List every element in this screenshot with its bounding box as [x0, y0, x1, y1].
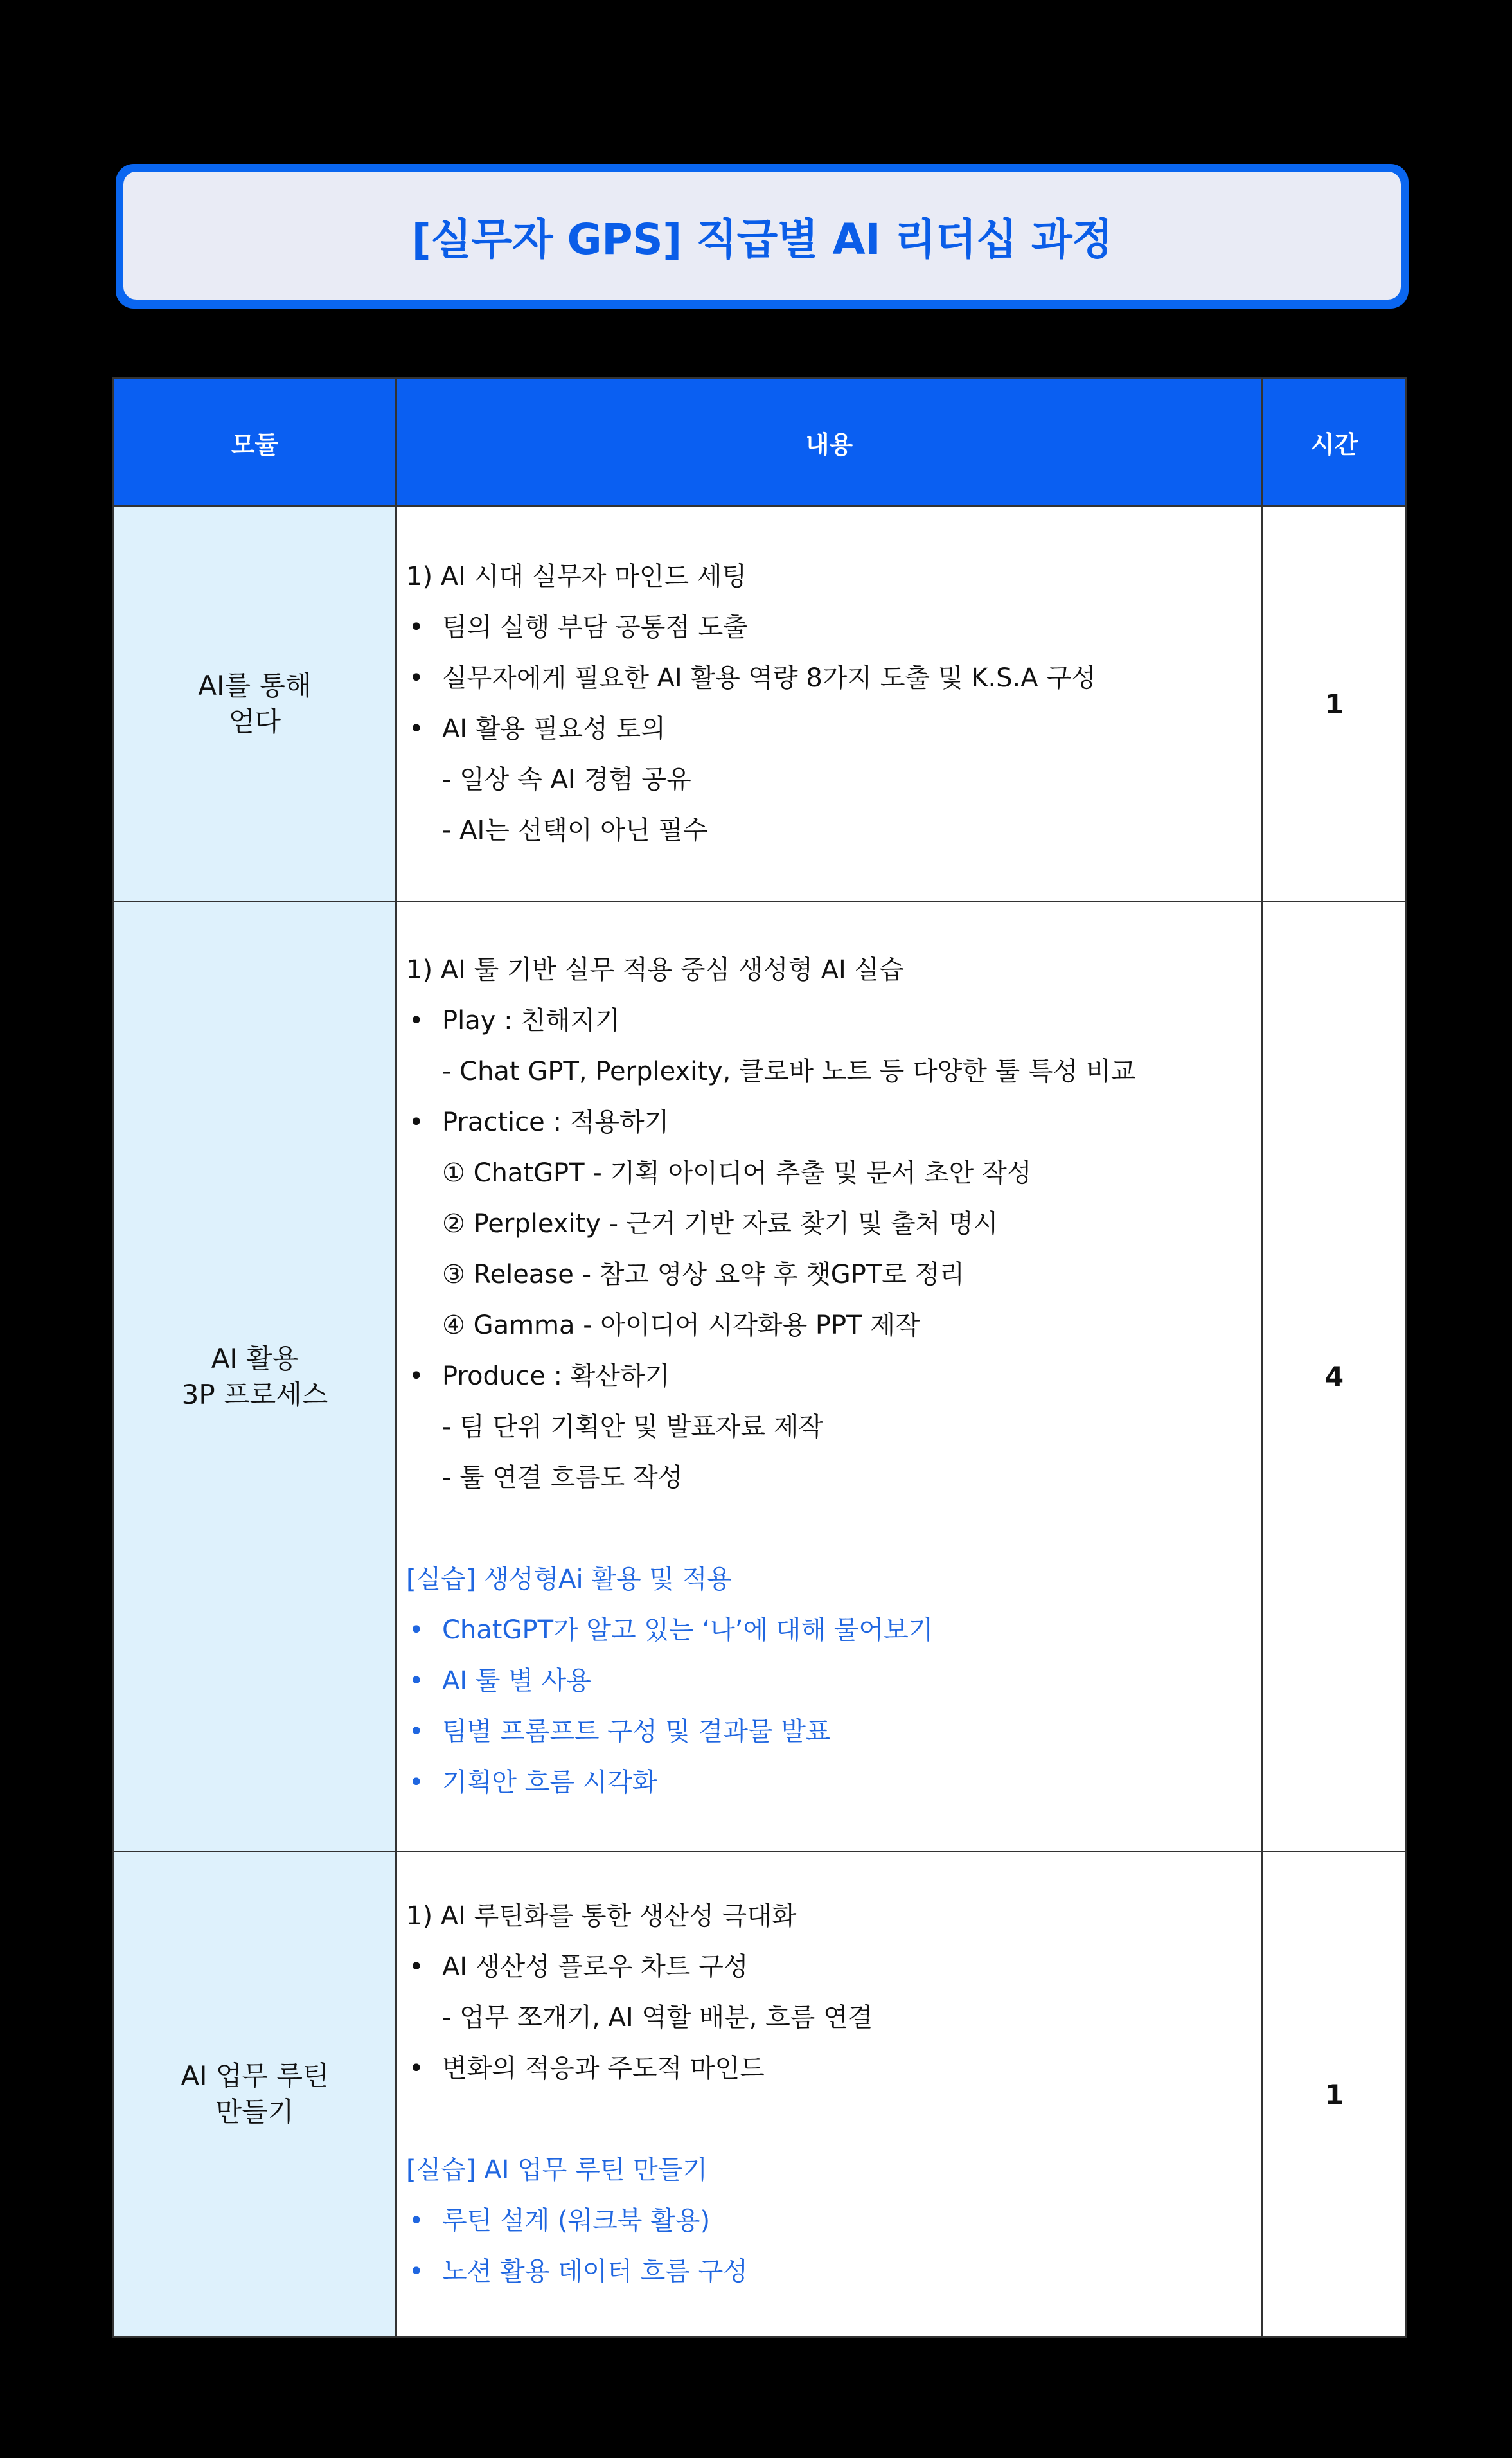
content-bullet-item: • Practice : 적용하기: [406, 1097, 1249, 1148]
title-banner-inner: [123, 172, 1401, 300]
module-cell: [114, 1852, 396, 2337]
table-row: [114, 507, 1407, 902]
content-heading: [실습] 생성형Ai 활용 및 적용: [406, 1565, 732, 1594]
header-time: 시간: [1263, 379, 1407, 507]
content-sub-item: - 팀 단위 기획안 및 발표자료 제작: [442, 1412, 824, 1442]
content-cell: [396, 507, 1263, 902]
header-module: 모듈: [114, 379, 396, 507]
table-row: [114, 902, 1407, 1852]
content-sub-item: - Chat GPT, Perplexity, 클로바 노트 등 다양한 툴 특성 비교: [442, 1057, 1136, 1086]
time-cell: 1: [1263, 1852, 1407, 2337]
content-bullet-item: • 실무자에게 필요한 AI 활용 역량 8가지 도출 및 K.S.A 구성: [406, 653, 1249, 704]
content-spacer: [406, 2094, 1249, 2145]
content-bullet-item: • AI 활용 필요성 토의: [406, 704, 1249, 755]
content-cell: [396, 1852, 1263, 2337]
content-bullet-item: • 루틴 설계 (워크북 활용): [406, 2196, 1249, 2247]
content-bullet-item: • 기획안 흐름 시각화: [406, 1757, 1249, 1808]
content-sub-item: ③ Release - 참고 영상 요약 후 챗GPT로 정리: [442, 1260, 965, 1289]
content-bullet-item: • Produce : 확산하기: [406, 1351, 1249, 1402]
content-bullet-item: • 팀의 실행 부담 공통점 도출: [406, 602, 1249, 653]
module-name-line: AI 활용: [211, 1342, 299, 1374]
content-heading: 1) AI 툴 기반 실무 적용 중심 생성형 AI 실습: [406, 955, 904, 985]
content-bullet-item: • 변화의 적응과 주도적 마인드: [406, 2043, 1249, 2094]
module-name-line: AI를 통해: [198, 670, 312, 701]
curriculum-table: [112, 377, 1407, 2338]
content-bullet-item: • 노션 활용 데이터 흐름 구성: [406, 2247, 1249, 2297]
title-banner: [116, 164, 1409, 309]
content-bullet-item: • AI 생산성 플로우 차트 구성: [406, 1942, 1249, 1993]
table-header-row: [114, 379, 1407, 507]
content-bullet-item: • AI 툴 별 사용: [406, 1656, 1249, 1707]
content-sub-item: ① ChatGPT - 기획 아이디어 추출 및 문서 초안 작성: [442, 1158, 1032, 1188]
content-spacer: [406, 1503, 1249, 1554]
content-sub-item: ④ Gamma - 아이디어 시각화용 PPT 제작: [442, 1311, 920, 1340]
header-content: 내용: [396, 379, 1263, 507]
module-name-line: 얻다: [228, 706, 281, 737]
module-cell: [114, 902, 396, 1852]
time-cell: 4: [1263, 902, 1407, 1852]
content-sub-item: ② Perplexity - 근거 기반 자료 찾기 및 출처 명시: [442, 1209, 999, 1239]
content-sub-item: - AI는 선택이 아닌 필수: [442, 816, 708, 845]
content-sub-item: - 업무 쪼개기, AI 역할 배분, 흐름 연결: [442, 2003, 873, 2032]
content-bullet-item: • Play : 친해지기: [406, 996, 1249, 1046]
content-bullet-item: • ChatGPT가 알고 있는 ‘나’에 대해 물어보기: [406, 1605, 1249, 1656]
content-heading: 1) AI 시대 실무자 마인드 세팅: [406, 562, 747, 591]
module-cell: [114, 507, 396, 902]
page-title: [실무자 GPS] 직급별 AI 리더십 과정: [411, 215, 1113, 264]
table-row: [114, 1852, 1407, 2337]
content-heading: [실습] AI 업무 루틴 만들기: [406, 2155, 707, 2185]
module-name-line: 3P 프로세스: [181, 1378, 328, 1410]
content-cell: [396, 902, 1263, 1852]
module-name-line: AI 업무 루틴: [181, 2060, 329, 2092]
content-sub-item: - 툴 연결 흐름도 작성: [442, 1463, 683, 1493]
module-name-line: 만들기: [215, 2096, 294, 2128]
time-cell: 1: [1263, 507, 1407, 902]
content-bullet-item: • 팀별 프롬프트 구성 및 결과물 발표: [406, 1707, 1249, 1757]
content-sub-item: - 일상 속 AI 경험 공유: [442, 765, 691, 794]
content-heading: 1) AI 루틴화를 통한 생산성 극대화: [406, 1901, 797, 1931]
